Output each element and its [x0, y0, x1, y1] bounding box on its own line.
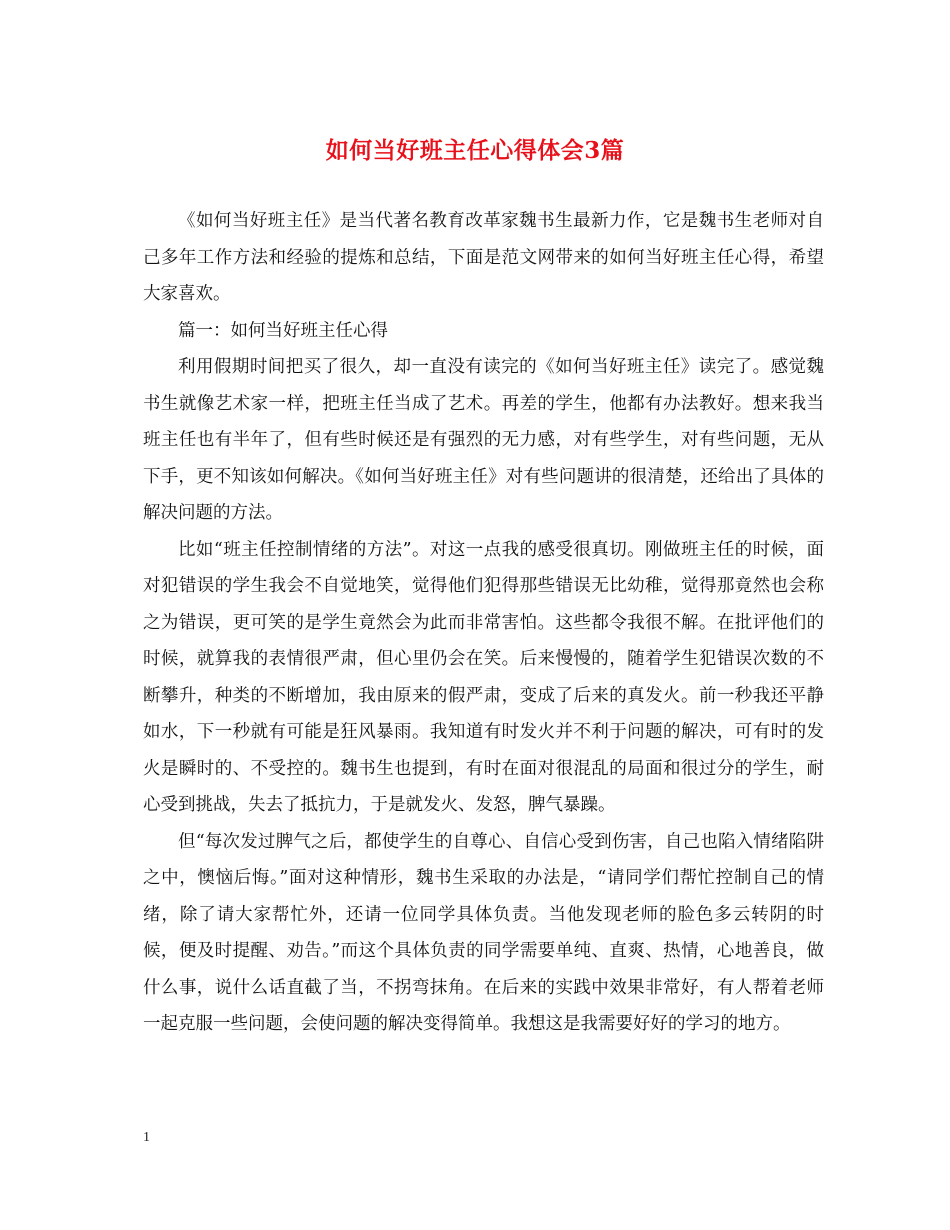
body-paragraph-2: 比如“班主任控制情绪的方法”。对这一点我的感受很真切。刚做班主任的时候，面对犯错误的学生我会不自觉地笑，觉得他们犯得那些错误无比幼稚，觉得那竟然也会称之为错误，更可笑的是学生竟然会为此而非常害怕。这些都令我很不解。在批评他们的时候，就算我的表情很严肃，但心里仍会在笑。后来慢慢的，随着学生犯错误次数的不断攀升，种类的不断增加，我由原来的假严肃，变成了后来的真发火。前一秒我还平静如水，下一秒就有可能是狂风暴雨。我知道有时发火并不利于问题的解决，可有时的发火是瞬时的、不受控的。魏书生也提到，有时在面对很混乱的局面和很过分的学生，耐心受到挑战，失去了抵抗力，于是就发火、发怒，脾气暴躁。 [143, 539, 824, 815]
document-body [143, 203, 824, 1043]
section-heading: 篇一：如何当好班主任心得 [178, 320, 388, 341]
intro-paragraph: 《如何当好班主任》是当代著名教育改革家魏书生最新力作，它是魏书生老师对自己多年工作方法和经验的提炼和总结，下面是范文网带来的如何当好班主任心得，希望大家喜欢。 [143, 211, 824, 304]
body-paragraph-1: 利用假期时间把买了很久，却一直没有读完的《如何当好班主任》读完了。感觉魏书生就像艺术家一样，把班主任当成了艺术。再差的学生，他都有办法教好。想来我当班主任也有半年了，但有些时候还是有强烈的无力感，对有些学生，对有些问题，无从下手，更不知该如何解决。《如何当好班主任》对有些问题讲的很清楚，还给出了具体的解决问题的方法。 [143, 357, 824, 523]
page-number: 1 [143, 1130, 150, 1145]
body-paragraph-3: 但“每次发过脾气之后，都使学生的自尊心、自信心受到伤害，自己也陷入情绪陷阱之中，懊恼后悔。”面对这种情形，魏书生采取的办法是，“请同学们帮忙控制自己的情绪，除了请大家帮忙外，还请一位同学具体负责。当他发现老师的脸色多云转阴的时候，便及时提醒、劝告。”而这个具体负责的同学需要单纯、直爽、热情，心地善良，做什么事，说什么话直截了当，不拐弯抹角。在后来的实践中效果非常好，有人帮着老师一起克服一些问题，会使问题的解决变得简单。我想这是我需要好好的学习的地方。 [143, 831, 824, 1034]
document-title: 如何当好班主任心得体会3篇 [325, 137, 625, 164]
